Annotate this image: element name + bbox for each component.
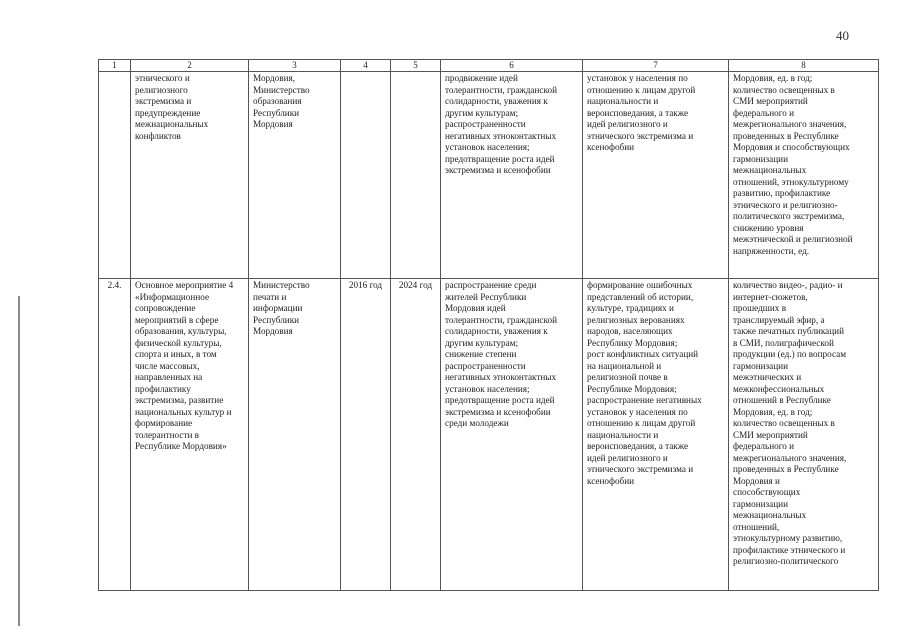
column-number-row <box>99 60 879 72</box>
column-number: 5 <box>391 60 441 72</box>
column-number: 4 <box>341 60 391 72</box>
consequences-cell: формирование ошибочных представлений об истории, культуре, традициях и религиозных верованиях народов, населяющих Республику Мордовия; рост конфликтных ситуаций на национальной и религиозной почве в Республике Мордовия; распространение негативных установок у населения по отношению к лицам другой национальности и вероисповедания, а также идей религиозного и этнического экстремизма и ксенофобии <box>583 279 729 591</box>
table-row <box>99 279 879 591</box>
start-year-cell <box>341 72 391 279</box>
measure-name-cell: Основное мероприятие 4 «Информационное сопровождение мероприятий в сфере образования, культуры, физической культуры, спорта и иных, в том числе массовых, направленных на профилактику экстремизма, развитие национальных культур и формирование толерантности в Республике Мордовия» <box>131 279 249 591</box>
consequences-cell: установок у населения по отношению к лицам другой национальности и вероисповедания, а также идей религиозного и этнического экстремизма и ксенофобии <box>583 72 729 279</box>
column-number: 3 <box>249 60 341 72</box>
indicator-cell: количество видео-, радио- и интернет-сюжетов, прошедших в транслируемый эфир, а также печатных публикаций в СМИ, полиграфической продукции (ед.) по вопросам гармонизации межэтнических и межконфессиональных отношений в Республике Мордовия, ед. в год; количество освещенных в СМИ мероприятий федерального и межрегионального значения, проведенных в Республике Мордовия и способствующих гармонизации межнациональных отношений, этнокультурному развитию, профилактике этнического и религиозно-политического <box>729 279 879 591</box>
column-number: 1 <box>99 60 131 72</box>
start-year-cell: 2016 год <box>341 279 391 591</box>
responsible-cell: Мордовия, Министерство образования Республики Мордовия <box>249 72 341 279</box>
column-number: 2 <box>131 60 249 72</box>
measures-table <box>98 59 879 591</box>
table-row <box>99 72 879 279</box>
row-number-cell <box>99 72 131 279</box>
measure-name-cell: этнического и религиозного экстремизма и предупреждение межнациональных конфликтов <box>131 72 249 279</box>
column-number: 8 <box>729 60 879 72</box>
indicator-cell: Мордовия, ед. в год; количество освещенных в СМИ мероприятий федерального и межрегионального значения, проведенных в Республике Мордовия и способствующих гармонизации межнациональных отношений, этнокультурному развитию, профилактике этнического и религиозно- политического экстремизма, снижению уровня межэтнической и религиозной напряженности, ед. <box>729 72 879 279</box>
binding-margin-line <box>18 296 20 626</box>
expected-result-cell: продвижение идей толерантности, гражданской солидарности, уважения к другим культурам; распространенности негативных этноконтактных установок населения; предотвращение роста идей экстремизма и ксенофобии <box>441 72 583 279</box>
end-year-cell: 2024 год <box>391 279 441 591</box>
page-number: 40 <box>836 28 849 43</box>
expected-result-cell: распространение среди жителей Республики Мордовия идей толерантности, гражданской солидарности, уважения к другим культурам; снижение степени распространенности негативных этноконтактных установок населения; предотвращение роста идей экстремизма и ксенофобии среди молодежи <box>441 279 583 591</box>
column-number: 7 <box>583 60 729 72</box>
end-year-cell <box>391 72 441 279</box>
row-number-cell: 2.4. <box>99 279 131 591</box>
column-number: 6 <box>441 60 583 72</box>
responsible-cell: Министерство печати и информации Республики Мордовия <box>249 279 341 591</box>
